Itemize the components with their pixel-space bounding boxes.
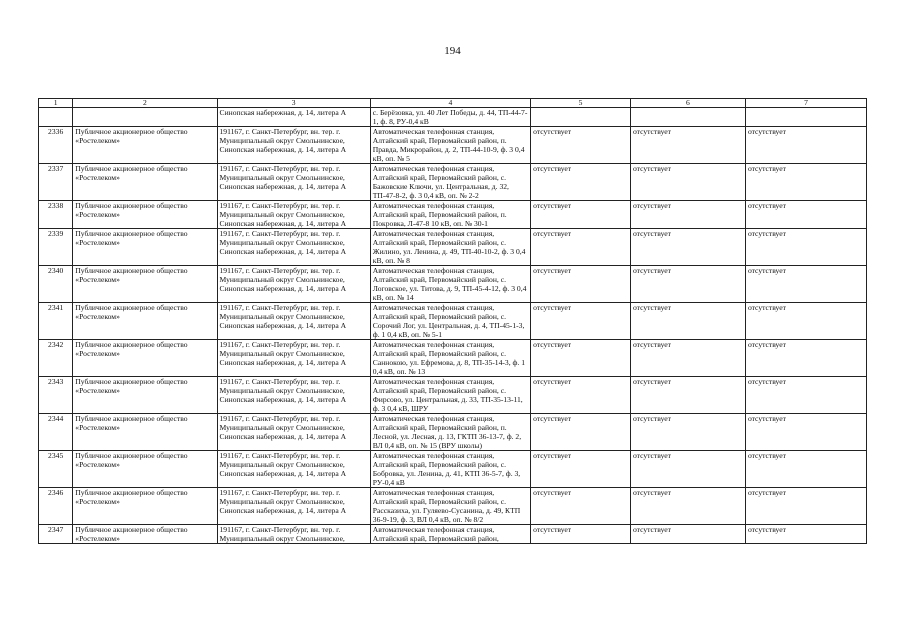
column-6-cell: отсутствует: [630, 164, 745, 201]
table-row: [39, 377, 867, 414]
owner-cell: Публичное акционерное общество «Ростелеком»: [73, 525, 217, 544]
column-5-cell: отсутствует: [531, 303, 631, 340]
owner-cell: Публичное акционерное общество «Ростелеком»: [73, 340, 217, 377]
row-number: 2337: [39, 164, 73, 201]
owner-cell: Публичное акционерное общество «Ростелеком»: [73, 201, 217, 229]
column-5-cell: отсутствует: [531, 451, 631, 488]
column-7-cell: отсутствует: [745, 266, 866, 303]
object-cell: Автоматическая телефонная станция, Алтайский край, Первомайский район, с. Рассказиха, ул. Гуляево-Сусанина, д. 49, КТП 36-9-19, ф. 3, ВЛ 0,4 кВ, оп. № 8/2: [370, 488, 530, 525]
object-cell: с. Берёзовка, ул. 40 Лет Победы, д. 44, ТП-44-7-1, ф. 8, РУ-0,4 кВ: [370, 108, 530, 127]
row-number: 2342: [39, 340, 73, 377]
row-number: 2338: [39, 201, 73, 229]
column-header: 5: [531, 99, 631, 108]
object-cell: Автоматическая телефонная станция, Алтайский край, Первомайский район,: [370, 525, 530, 544]
row-number: 2346: [39, 488, 73, 525]
column-5-cell: отсутствует: [531, 266, 631, 303]
row-number: 2336: [39, 127, 73, 164]
column-header: 7: [745, 99, 866, 108]
page-number: 194: [444, 45, 461, 57]
table-body: [39, 108, 867, 544]
address-cell: 191167, г. Санкт-Петербург, вн. тер. г. Муниципальный округ Смольнинское, Синопская набережная, д. 14, литера А: [217, 414, 370, 451]
table-row: [39, 488, 867, 525]
column-5-cell: отсутствует: [531, 201, 631, 229]
column-header: 6: [630, 99, 745, 108]
column-7-cell: [745, 108, 866, 127]
register-table: [38, 98, 867, 544]
object-cell: Автоматическая телефонная станция, Алтайский край, Первомайский район, п. Правда, Микрорайон, д. 2, ТП-44-10-9, ф. 3 0,4 кВ, оп. № 5: [370, 127, 530, 164]
owner-cell: Публичное акционерное общество «Ростелеком»: [73, 127, 217, 164]
column-header: 4: [370, 99, 530, 108]
column-7-cell: отсутствует: [745, 377, 866, 414]
row-number: 2343: [39, 377, 73, 414]
column-header: 3: [217, 99, 370, 108]
column-7-cell: отсутствует: [745, 164, 866, 201]
address-cell: 191167, г. Санкт-Петербург, вн. тер. г. Муниципальный округ Смольнинское,: [217, 525, 370, 544]
address-cell: Синопская набережная, д. 14, литера А: [217, 108, 370, 127]
row-number: 2340: [39, 266, 73, 303]
table-row: [39, 340, 867, 377]
owner-cell: Публичное акционерное общество «Ростелеком»: [73, 414, 217, 451]
row-number: [39, 108, 73, 127]
address-cell: 191167, г. Санкт-Петербург, вн. тер. г. Муниципальный округ Смольнинское, Синопская набережная, д. 14, литера А: [217, 451, 370, 488]
column-6-cell: отсутствует: [630, 201, 745, 229]
owner-cell: Публичное акционерное общество «Ростелеком»: [73, 266, 217, 303]
address-cell: 191167, г. Санкт-Петербург, вн. тер. г. Муниципальный округ Смольнинское, Синопская набережная, д. 14, литера А: [217, 164, 370, 201]
table-row: [39, 108, 867, 127]
row-number: 2345: [39, 451, 73, 488]
owner-cell: Публичное акционерное общество «Ростелеком»: [73, 377, 217, 414]
address-cell: 191167, г. Санкт-Петербург, вн. тер. г. Муниципальный округ Смольнинское, Синопская набережная, д. 14, литера А: [217, 377, 370, 414]
column-6-cell: отсутствует: [630, 377, 745, 414]
address-cell: 191167, г. Санкт-Петербург, вн. тер. г. Муниципальный округ Смольнинское, Синопская набережная, д. 14, литера А: [217, 488, 370, 525]
row-number: 2347: [39, 525, 73, 544]
header-row: [39, 99, 867, 108]
owner-cell: Публичное акционерное общество «Ростелеком»: [73, 451, 217, 488]
column-5-cell: отсутствует: [531, 488, 631, 525]
column-header: 2: [73, 99, 217, 108]
column-6-cell: [630, 108, 745, 127]
address-cell: 191167, г. Санкт-Петербург, вн. тер. г. Муниципальный округ Смольнинское, Синопская набережная, д. 14, литера А: [217, 266, 370, 303]
address-cell: 191167, г. Санкт-Петербург, вн. тер. г. Муниципальный округ Смольнинское, Синопская набережная, д. 14, литера А: [217, 303, 370, 340]
column-6-cell: отсутствует: [630, 303, 745, 340]
object-cell: Автоматическая телефонная станция, Алтайский край, Первомайский район, п. Покровка, Л-47-8 10 кВ, оп. № 30-1: [370, 201, 530, 229]
column-7-cell: отсутствует: [745, 340, 866, 377]
object-cell: Автоматическая телефонная станция, Алтайский край, Первомайский район, с. Бобровка, ул. Ленина, д. 41, КТП 36-5-7, ф. 3, РУ-0,4 кВ: [370, 451, 530, 488]
column-header: 1: [39, 99, 73, 108]
address-cell: 191167, г. Санкт-Петербург, вн. тер. г. Муниципальный округ Смольнинское, Синопская набережная, д. 14, литера А: [217, 229, 370, 266]
column-6-cell: отсутствует: [630, 414, 745, 451]
column-7-cell: отсутствует: [745, 201, 866, 229]
object-cell: Автоматическая телефонная станция, Алтайский край, Первомайский район, п. Лесной, ул. Лесная, д. 13, ГКТП 36-13-7, ф. 2, ВЛ 0,4 кВ, оп. № 15 (ВРУ школы): [370, 414, 530, 451]
table-row: [39, 266, 867, 303]
owner-cell: Публичное акционерное общество «Ростелеком»: [73, 229, 217, 266]
column-7-cell: отсутствует: [745, 229, 866, 266]
owner-cell: Публичное акционерное общество «Ростелеком»: [73, 488, 217, 525]
column-6-cell: отсутствует: [630, 525, 745, 544]
row-number: 2339: [39, 229, 73, 266]
column-7-cell: отсутствует: [745, 127, 866, 164]
column-5-cell: отсутствует: [531, 164, 631, 201]
object-cell: Автоматическая телефонная станция, Алтайский край, Первомайский район, с. Жилино, ул. Ленина, д. 49, ТП-40-10-2, ф. 3 0,4 кВ, оп. № 8: [370, 229, 530, 266]
column-6-cell: отсутствует: [630, 451, 745, 488]
column-6-cell: отсутствует: [630, 340, 745, 377]
object-cell: Автоматическая телефонная станция, Алтайский край, Первомайский район, с. Логовское, ул. Титова, д. 9, ТП-45-4-12, ф. 3 0,4 кВ, оп. № 14: [370, 266, 530, 303]
column-6-cell: отсутствует: [630, 127, 745, 164]
column-7-cell: отсутствует: [745, 488, 866, 525]
owner-cell: Публичное акционерное общество «Ростелеком»: [73, 303, 217, 340]
column-6-cell: отсутствует: [630, 266, 745, 303]
column-7-cell: отсутствует: [745, 451, 866, 488]
object-cell: Автоматическая телефонная станция, Алтайский край, Первомайский район, с. Фирсово, ул. Центральная, д. 33, ТП-35-13-11, ф. 3 0,4 кВ, ШРУ: [370, 377, 530, 414]
address-cell: 191167, г. Санкт-Петербург, вн. тер. г. Муниципальный округ Смольнинское, Синопская набережная, д. 14, литера А: [217, 201, 370, 229]
table-row: [39, 451, 867, 488]
table-row: [39, 414, 867, 451]
column-6-cell: отсутствует: [630, 488, 745, 525]
owner-cell: [73, 108, 217, 127]
address-cell: 191167, г. Санкт-Петербург, вн. тер. г. Муниципальный округ Смольнинское, Синопская набережная, д. 14, литера А: [217, 127, 370, 164]
owner-cell: Публичное акционерное общество «Ростелеком»: [73, 164, 217, 201]
column-7-cell: отсутствует: [745, 303, 866, 340]
column-5-cell: [531, 108, 631, 127]
row-number: 2344: [39, 414, 73, 451]
column-5-cell: отсутствует: [531, 340, 631, 377]
object-cell: Автоматическая телефонная станция, Алтайский край, Первомайский район, с. Бажовские Ключи, ул. Центральная, д. 32, ТП-47-8-2, ф. 3 0,4 кВ, оп. № 2-2: [370, 164, 530, 201]
table-row: [39, 229, 867, 266]
address-cell: 191167, г. Санкт-Петербург, вн. тер. г. Муниципальный округ Смольнинское, Синопская набережная, д. 14, литера А: [217, 340, 370, 377]
column-5-cell: отсутствует: [531, 127, 631, 164]
object-cell: Автоматическая телефонная станция, Алтайский край, Первомайский район, с. Сорочий Лог, ул. Центральная, д. 4, ТП-45-1-3, ф. 1 0,4 кВ, оп. № 5-1: [370, 303, 530, 340]
column-6-cell: отсутствует: [630, 229, 745, 266]
table-row: [39, 525, 867, 544]
column-5-cell: отсутствует: [531, 229, 631, 266]
row-number: 2341: [39, 303, 73, 340]
table-row: [39, 164, 867, 201]
column-5-cell: отсутствует: [531, 377, 631, 414]
column-7-cell: отсутствует: [745, 525, 866, 544]
table-row: [39, 201, 867, 229]
column-5-cell: отсутствует: [531, 525, 631, 544]
table-row: [39, 303, 867, 340]
column-7-cell: отсутствует: [745, 414, 866, 451]
column-5-cell: отсутствует: [531, 414, 631, 451]
object-cell: Автоматическая телефонная станция, Алтайский край, Первомайский район, с. Саннокою, ул. Ефремова, д. 8, ТП-35-14-3, ф. 1 0,4 кВ, оп. № 13: [370, 340, 530, 377]
table-row: [39, 127, 867, 164]
